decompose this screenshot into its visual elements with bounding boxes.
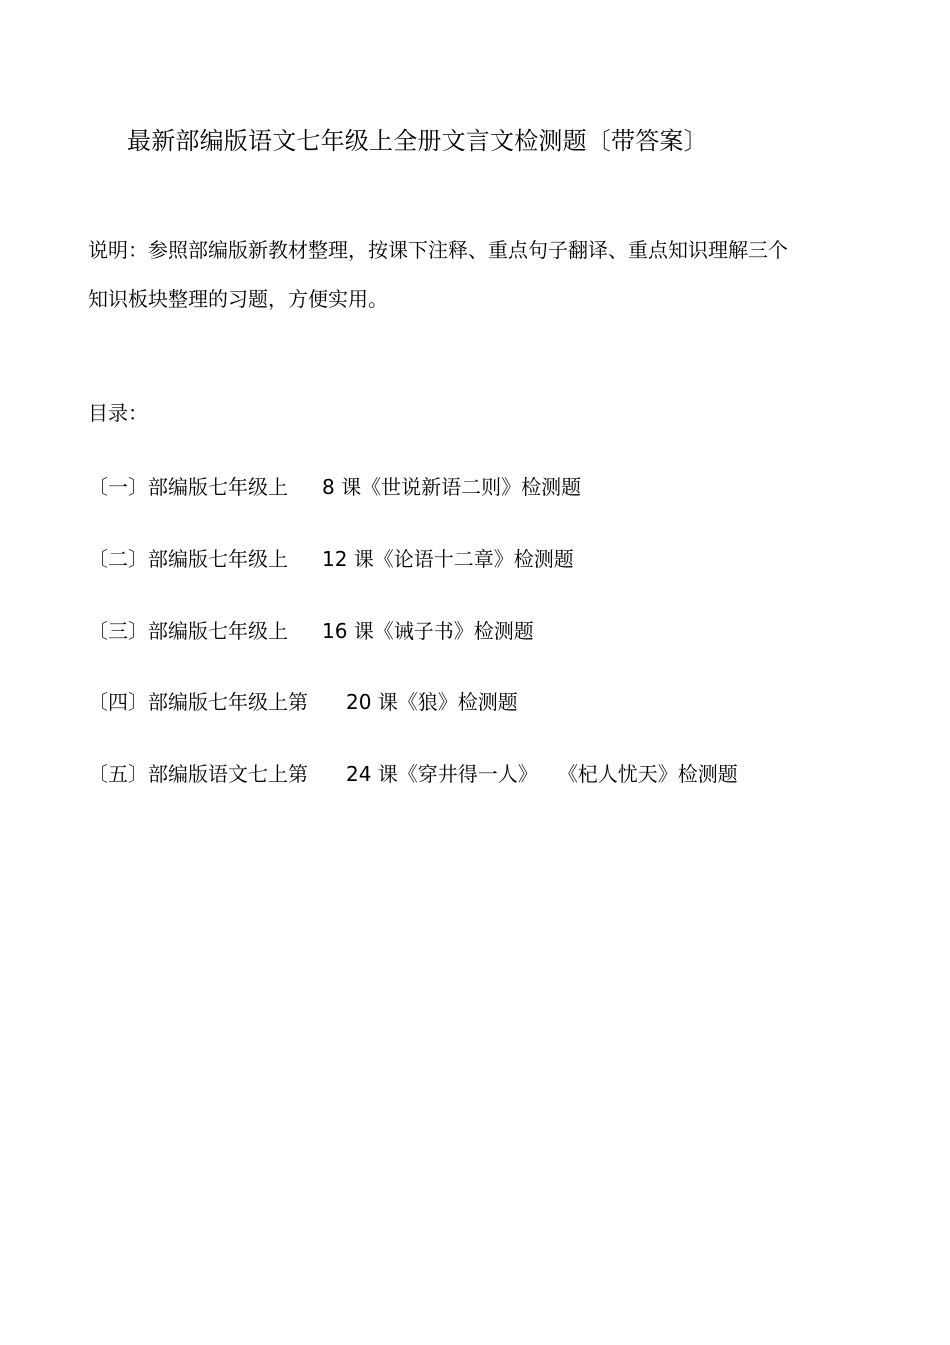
toc-item-prefix: 〔三〕部编版七年级上 — [88, 619, 288, 643]
toc-item-lesson: 16 课《诫子书》检测题 — [322, 619, 534, 643]
toc-item-lesson: 24 课《穿井得一人》 — [346, 762, 538, 786]
toc-item-prefix: 〔二〕部编版七年级上 — [88, 547, 288, 571]
toc-item-lesson: 20 课《狼》检测题 — [346, 690, 518, 714]
toc-item-prefix: 〔四〕部编版七年级上第 — [88, 690, 308, 714]
toc-item-prefix: 〔一〕部编版七年级上 — [88, 475, 288, 499]
toc-item-lesson-extra: 《杞人忧天》检测题 — [557, 762, 738, 786]
toc-item — [88, 472, 581, 502]
toc-item — [88, 616, 534, 646]
toc-item-lesson: 12 课《论语十二章》检测题 — [322, 547, 574, 571]
document-title: 最新部编版语文七年级上全册文言文检测题〔带答案〕 — [127, 127, 708, 155]
toc-item — [88, 759, 738, 789]
toc-item-prefix: 〔五〕部编版语文七上第 — [88, 762, 308, 786]
toc-item — [88, 687, 518, 717]
document-description: 说明：参照部编版新教材整理，按课下注释、重点句子翻译、重点知识理解三个知识板块整理的习题，方便实用。 — [88, 238, 788, 311]
toc-item — [88, 544, 574, 574]
toc-item-lesson: 8 课《世说新语二则》检测题 — [322, 475, 582, 499]
toc-heading: 目录： — [88, 401, 148, 425]
